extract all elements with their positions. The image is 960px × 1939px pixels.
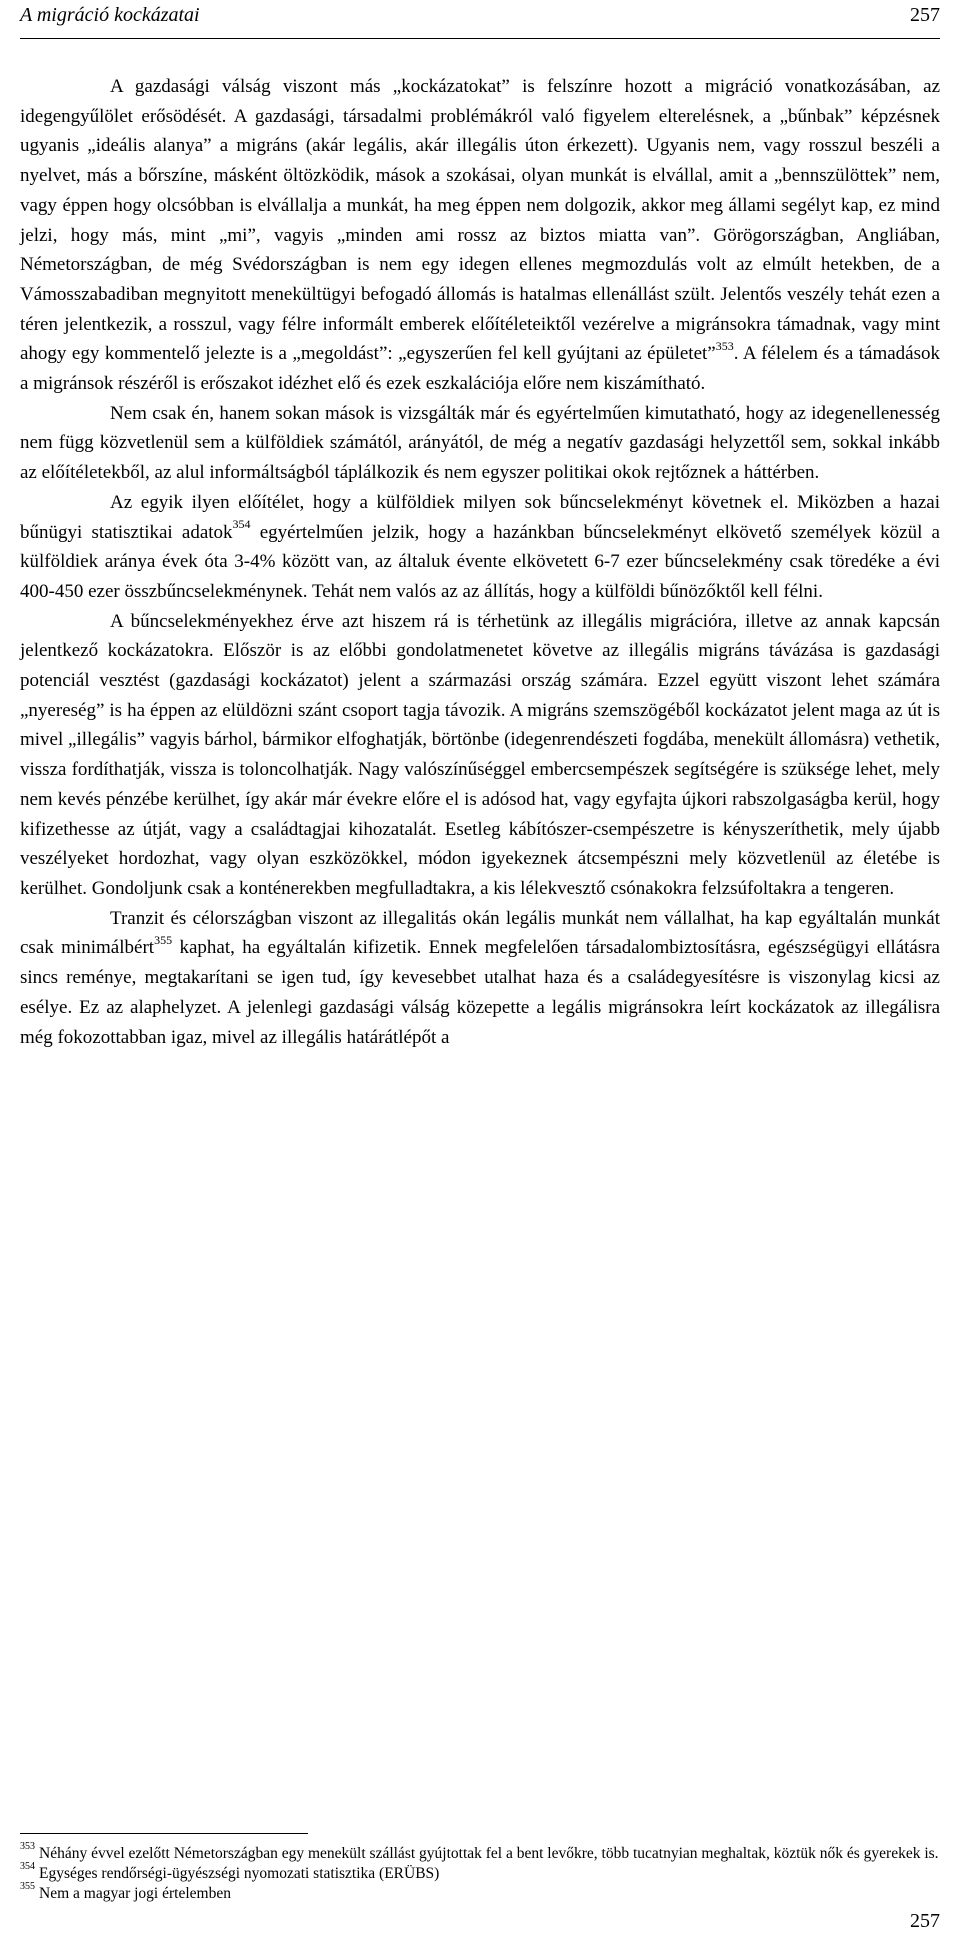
footnote-text: Néhány évvel ezelőtt Németországban egy menekült szállást gyújtottak fel a bent levőkre, több tucatnyian meghaltak, köztük nők és gyerekek is. xyxy=(39,1845,939,1862)
paragraph xyxy=(20,904,940,1053)
paragraph xyxy=(20,72,940,399)
paragraph-text: A gazdasági válság viszont más „kockázatokat” is felszínre hozott a migráció vonatkozásában, az idegengyűlölet erősödését. A gazdasági, társadalmi problémákról való figyelem elterelésnek, a „bűnbak” képzésnek ugyanis „ideális alanya” a migráns (akár legális, akár illegális úton érkezett). Ugyanis nem, vagy rosszul beszéli a nyelvet, más a bőrszíne, másként öltözködik, mások a szokásai, olyan munkát is elvállal, amit a „bennszülöttek” nem, vagy éppen hogy olcsóbban is elvállalja a munkát, ha meg éppen nem dolgozik, akkor meg állami segélyt kap, ez mind jelzi, hogy más, mint „mi”, vagyis „minden ami rossz az biztos miatta van”. Görögországban, Angliában, Németországban, de még Svédországban is nem egy idegen ellenes megmozdulás volt az elmúlt hetekben, de a Vámosszabadiban megnyitott menekültügyi befogadó állomás is hatalmas ellenállást szült. Jelentős veszély tehát ezen a téren jelentkezik, a rosszul, vagy félre informált emberek előítéleteiktől vezérelve a migránsokra támadnak, vagy mint ahogy egy kommentelő jelezte is a „megoldást”: „egyszerűen fel kell gyújtani az épületet” xyxy=(20,76,940,365)
paragraph-text: . A félelem és a támadások a migránsok részéről is erőszakot idézhet elő és ezek eszkalációja előre nem kiszámítható. xyxy=(20,343,940,395)
paragraph-text: kaphat, ha egyáltalán kifizetik. Ennek megfelelően társadalombiztosításra, egészségügyi ellátásra sincs reménye, megtakarítani se igen tud, így kevesebbet utalhat haza és a családegyesítésre is viszonylag kicsi az esélye. Ez az alaphelyzet. A jelenlegi gazdasági válság közepette a legális migránsokra leírt kockázatok az illegálisra még fokozottabban igaz, mivel az illegális határátlépőt a xyxy=(20,937,940,1048)
chapter-title: A migráció kockázatai xyxy=(20,4,200,26)
footer-page-number: 257 xyxy=(910,1910,940,1932)
footnote xyxy=(20,1840,940,1864)
paragraph-text: Tranzit és célországban viszont az illegalitás okán legális munkát nem vállalhat, ha kap egyáltalán munkát csak minimálbért xyxy=(20,907,940,959)
footnote-text: Nem a magyar jogi értelemben xyxy=(39,1885,231,1902)
footnote-separator xyxy=(20,1833,308,1834)
footnote-number: 355 xyxy=(20,1880,35,1892)
paragraph-text: Az egyik ilyen előítélet, hogy a külföldiek milyen sok bűncselekményt követnek el. Miközben a hazai bűnügyi statisztikai adatok xyxy=(20,491,940,543)
footnotes xyxy=(20,1840,940,1904)
footnote-reference: 354 xyxy=(232,517,251,532)
paragraph xyxy=(20,607,940,904)
header-page-number: 257 xyxy=(910,4,940,26)
footnote-number: 354 xyxy=(20,1860,35,1872)
paragraph xyxy=(20,488,940,607)
footnote xyxy=(20,1860,940,1884)
footnote-number: 353 xyxy=(20,1840,35,1852)
paragraph xyxy=(20,399,940,488)
footnote-text: Egységes rendőrségi-ügyészségi nyomozati statisztika (ERÜBS) xyxy=(39,1865,440,1882)
running-header xyxy=(20,0,940,39)
paragraph-text: A bűncselekményekhez érve azt hiszem rá is térhetünk az illegális migrációra, illetve az annak kapcsán jelentkező kockázatokra. Először is az előbbi gondolatmenetet követve az illegális migráns távázása is gazdasági potenciál vesztést (gazdasági kockázatot) jelent a származási ország számára. Ezzel együtt viszont lehet számára „nyereség” is ha éppen az elüldözni szánt csoport tagja távozik. A migráns szemszögéből kockázatot jelent maga az út is mivel „illegális” vagyis bárhol, bármikor elfoghatják, börtönbe (idegenrendészeti fogdába, menekült állomásra) vethetik, vissza fordíthatják, vissza is toloncolhatják. Nagy valószínűséggel embercsempészek segítségére is szüksége lehet, mely nem kevés pénzébe kerülhet, így akár már évekre előre el is adósod hat, vagy egyfajta újkori rabszolgaságba kerül, hogy kifizethesse az útját, vagy a családtagjai kihozatalát. Esetleg kábítószer-csempészetre is kényszeríthetik, mely újabb veszélyeket hordozhat, vagy olyan eszközökkel, módon igyekeznek átcsempészni mely közvetlenül az életébe is kerülhet. Gondoljunk csak a konténerekben megfulladtakra, a kis lélekvesztő csónakokra felzsúfoltakra a tengeren. xyxy=(20,610,940,899)
footnote-reference: 355 xyxy=(154,933,173,948)
footnote-reference: 353 xyxy=(715,339,734,353)
body-text xyxy=(20,72,940,1052)
paragraph-text: Nem csak én, hanem sokan mások is vizsgálták már és egyértelműen kimutatható, hogy az idegenellenesség nem függ közvetlenül sem a külföldiek számától, arányától, de még a negatív gazdasági helyzettől sem, sokkal inkább az előítéletekből, az alul informáltságból táplálkozik és nem egyszer politikai okok rejtőznek a háttérben. xyxy=(20,402,940,484)
footnote xyxy=(20,1880,940,1904)
paragraph-text: egyértelműen jelzik, hogy a hazánkban bűncselekményt elkövető személyek közül a külföldiek aránya évek óta 3-4% között van, az általuk évente elkövetett 6-7 ezer bűncselekmény csak töredéke a évi 400-450 ezer összbűncselekménynek. Tehát nem valós az az állítás, hogy a külföldi bűnözőktől kell félni. xyxy=(20,521,940,602)
